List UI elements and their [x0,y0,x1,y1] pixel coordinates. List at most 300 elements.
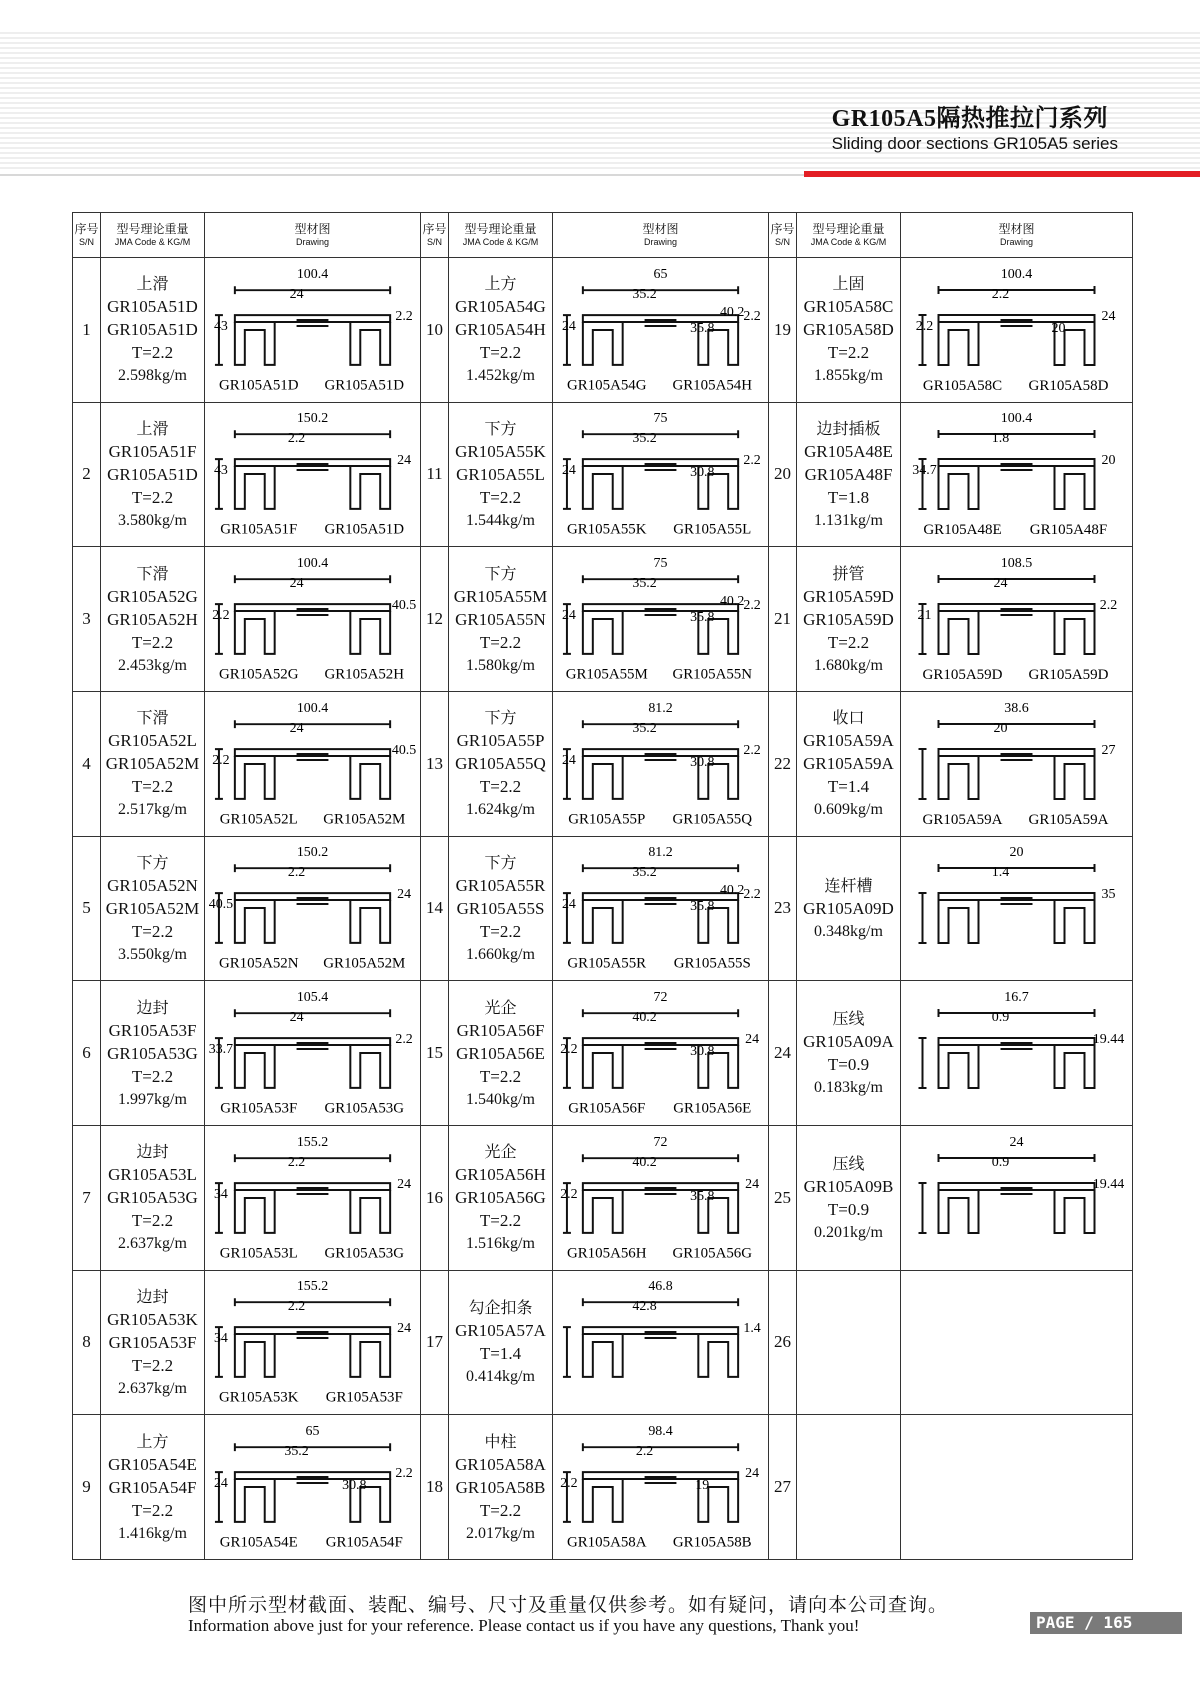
dimension-label: 35.8 [690,320,715,336]
profile-code: GR105A57A [455,1321,546,1341]
profile-drawing [901,258,1133,403]
section-drawing [901,260,1132,400]
serial-number: 18 [421,1415,449,1560]
dimension-label: 2.2 [915,318,934,334]
part-code-label: GR105A56H [566,1245,647,1262]
dimension-label: 2.2 [287,865,306,881]
dimension-label: 30.8 [690,465,715,481]
profile-code: GR105A58D [803,320,894,340]
section-drawing [205,1417,420,1557]
dimension-label: 2.2 [212,608,230,624]
dimension-label: 24 [397,1321,412,1337]
profile-code: GR105A52L [108,731,197,751]
profile-code: GR105A53K [107,1309,198,1329]
table-row [73,691,1133,836]
profile-drawing [553,836,769,981]
theoretical-weight: 1.660kg/m [466,945,535,963]
dimension-label: 24 [289,576,304,592]
header-drawing: 型材图 Drawing [553,213,769,258]
dimension-label: 100.4 [296,701,329,717]
profile-code: GR105A54H [455,320,546,340]
dimension-label: 20 [993,720,1008,736]
profile-drawing [553,691,769,836]
table-row [73,258,1133,403]
dimension-label: 40.5 [208,897,234,913]
profile-info [101,981,205,1126]
dimension-label: 30.8 [342,1478,367,1494]
dimension-label: 35.2 [632,576,657,592]
wall-thickness: T=2.2 [479,777,522,797]
part-code-label: GR105A48F [1029,522,1108,539]
theoretical-weight: 2.637kg/m [118,1379,187,1397]
dimension-label: 40.2 [719,883,745,899]
section-drawing [205,404,420,544]
section-drawing [553,694,768,834]
table-body [73,258,1133,1560]
dimension-label: 150.2 [296,411,329,427]
dimension-label: 2.2 [1099,598,1118,614]
wall-thickness: T=2.2 [479,1500,522,1520]
wall-thickness: T=2.2 [479,343,522,363]
part-code-label: GR105A53K [218,1390,299,1407]
profile-code: GR105A59D [803,609,894,629]
header-sn: 序号 S/N [769,213,797,258]
profile-code: GR105A56G [455,1188,546,1208]
serial-number: 11 [421,402,449,547]
profile-drawing [205,1415,421,1560]
dimension-label: 38.6 [1004,700,1029,716]
dimension-label: 81.2 [648,701,673,717]
serial-number: 1 [73,258,101,403]
dimension-label: 2.2 [287,431,306,447]
profile-code: GR105A55L [456,464,545,484]
theoretical-weight: 1.680kg/m [814,656,883,674]
dimension-label: 2.2 [635,1444,654,1460]
header-sn: 序号 S/N [421,213,449,258]
section-drawing [553,838,768,978]
dimension-label: 100.4 [296,267,329,283]
profile-drawing [901,547,1133,692]
section-drawing [901,549,1132,689]
dimension-label: 100.4 [296,556,329,572]
dimension-label: 24 [397,453,412,469]
dimension-label: 150.2 [296,845,329,861]
dimension-label: 2.2 [395,1466,413,1482]
dimension-label: 21 [917,608,932,624]
dimension-label: 20 [1101,453,1116,469]
dimension-label: 43 [213,318,228,334]
dimension-label: 2.2 [560,1186,578,1202]
profile-info [797,836,901,981]
dimension-label: 155.2 [296,1279,329,1295]
dimension-label: 2.2 [743,308,761,324]
section-drawing [205,694,420,834]
section-drawing [205,838,420,978]
dimension-label: 19 [695,1478,710,1494]
profile-name: 下方 [484,418,517,438]
serial-number: 8 [73,1270,101,1415]
serial-number: 16 [421,1125,449,1270]
profile-drawing [553,1415,769,1560]
dimension-label: 40.2 [719,304,745,320]
theoretical-weight: 2.453kg/m [118,656,187,674]
header-sn: 序号 S/N [73,213,101,258]
dimension-label: 108.5 [1000,556,1033,572]
profile-drawing [205,547,421,692]
profile-name: 光企 [484,1142,517,1162]
profile-drawing [553,258,769,403]
profile-info [101,258,205,403]
table-row [73,1270,1133,1415]
header-divider [0,174,804,176]
dimension-label: 2.2 [560,1476,578,1492]
dimension-label: 24 [1009,1134,1024,1150]
dimension-label: 2.2 [212,752,230,768]
section-drawing [901,694,1132,834]
profile-info [101,402,205,547]
section-drawing [553,1417,768,1557]
table-row [73,1125,1133,1270]
dimension-label: 27 [1101,742,1116,758]
dimension-label: 0.9 [991,1154,1010,1170]
dimension-label: 24 [289,720,304,736]
profile-info [449,402,553,547]
dimension-label: 35.2 [632,720,657,736]
profile-name: 边封 [136,1286,169,1306]
theoretical-weight: 3.550kg/m [118,945,187,963]
section-drawing [553,1128,768,1268]
wall-thickness: T=1.8 [827,487,870,507]
profile-code: GR105A53F [108,1020,197,1040]
profile-info [797,1125,901,1270]
part-code-label: GR105A52G [218,666,299,683]
profile-drawing [205,1125,421,1270]
dimension-label: 40.5 [391,598,417,614]
wall-thickness: T=2.2 [131,921,174,941]
dimension-label: 24 [397,887,412,903]
serial-number: 6 [73,981,101,1126]
profile-info [797,402,901,547]
profile-code: GR105A55K [455,441,546,461]
dimension-label: 24 [745,1466,760,1482]
dimension-label: 2.2 [743,453,761,469]
dimension-label: 34 [213,1331,228,1347]
serial-number: 17 [421,1270,449,1415]
wall-thickness: T=0.9 [827,1199,870,1219]
profile-name: 连杆槽 [824,875,873,895]
dimension-label: 1.8 [991,431,1010,447]
profile-drawing [553,981,769,1126]
part-code-label: GR105A54F [325,1534,403,1551]
section-drawing [553,260,768,400]
profile-name: 上固 [832,274,865,294]
wall-thickness: T=0.9 [827,1055,870,1075]
serial-number: 19 [769,258,797,403]
dimension-label: 65 [305,1424,320,1440]
profile-code: GR105A55Q [455,754,546,774]
serial-number: 12 [421,547,449,692]
part-code-label: GR105A53G [324,1245,405,1262]
dimension-label: 2.2 [743,742,761,758]
table-row [73,547,1133,692]
profile-info [797,1415,901,1560]
dimension-label: 105.4 [296,990,329,1006]
dimension-label: 65 [653,267,668,283]
profile-name: 拼管 [832,563,865,583]
serial-number: 13 [421,691,449,836]
wall-thickness: T=2.2 [479,1066,522,1086]
profile-drawing [901,1415,1133,1560]
profile-name: 边封 [136,1142,169,1162]
profile-code: GR105A56E [456,1043,545,1063]
theoretical-weight: 2.517kg/m [118,801,187,819]
serial-number: 3 [73,547,101,692]
profile-name: 上滑 [136,418,169,438]
profile-drawing [205,691,421,836]
part-code-label: GR105A59A [1028,811,1109,828]
dimension-label: 20 [1051,320,1066,336]
profile-name: 下方 [484,708,517,728]
dimension-label: 2.2 [395,308,413,324]
profile-code: GR105A52M [105,898,200,918]
part-code-label: GR105A56G [672,1245,753,1262]
dimension-label: 42.8 [632,1299,657,1315]
serial-number: 7 [73,1125,101,1270]
profile-name: 压线 [832,1009,865,1029]
serial-number: 15 [421,981,449,1126]
theoretical-weight: 3.580kg/m [118,511,187,529]
profile-info [101,1125,205,1270]
dimension-label: 100.4 [1000,266,1033,282]
dimension-label: 24 [1101,308,1116,324]
profile-name: 光企 [484,997,517,1017]
profile-info [101,547,205,692]
dimension-label: 35.2 [632,286,657,302]
profile-code: GR105A55P [456,731,545,751]
page-header [832,98,1118,154]
part-code-label: GR105A59A [922,811,1003,828]
wall-thickness: T=2.2 [131,777,174,797]
serial-number: 4 [73,691,101,836]
profile-code: GR105A59D [803,586,894,606]
dimension-label: 30.8 [690,1044,715,1060]
dimension-label: 34 [213,1186,228,1202]
wall-thickness: T=2.2 [479,1211,522,1231]
dimension-label: 24 [993,576,1008,592]
wall-thickness: T=2.2 [479,921,522,941]
dimension-label: 35.8 [690,610,715,626]
theoretical-weight: 1.997kg/m [118,1090,187,1108]
profile-code: GR105A55M [453,586,548,606]
dimension-label: 16.7 [1004,990,1029,1006]
part-code-label: GR105A59D [922,667,1003,684]
wall-thickness: T=1.4 [479,1344,522,1364]
profile-info [101,1270,205,1415]
dimension-label: 155.2 [296,1135,329,1151]
dimension-label: 2.2 [560,1042,578,1058]
dimension-label: 35.2 [284,1444,309,1460]
wall-thickness: T=2.2 [131,632,174,652]
profile-info [449,547,553,692]
section-drawing [553,1272,768,1412]
part-code-label: GR105A55K [566,522,647,539]
profile-code: GR105A51F [108,441,197,461]
part-code-label: GR105A52H [324,666,405,683]
dimension-label: 2.2 [743,598,761,614]
profile-info [101,836,205,981]
dimension-label: 24 [745,1032,760,1048]
profile-drawing [553,1270,769,1415]
dimension-label: 20 [1009,845,1024,861]
wall-thickness: T=2.2 [131,343,174,363]
dimension-label: 0.9 [991,1010,1010,1026]
profile-info [449,691,553,836]
profile-code: GR105A52N [107,875,198,895]
profile-drawing [901,836,1133,981]
dimension-label: 2.2 [395,1032,413,1048]
header-accent-bar [804,171,1200,177]
profile-code: GR105A55R [455,875,546,895]
serial-number: 21 [769,547,797,692]
profile-code: GR105A58C [803,297,894,317]
profile-info [797,981,901,1126]
profile-info [449,836,553,981]
part-code-label: GR105A54H [672,377,753,394]
section-drawing [901,983,1132,1123]
profile-name: 勾企扣条 [468,1298,533,1318]
profile-code: GR105A56F [456,1020,545,1040]
profile-name: 下方 [484,852,517,872]
profile-name: 收口 [832,708,865,728]
part-code-label: GR105A52M [323,811,406,828]
theoretical-weight: 0.201kg/m [814,1223,883,1241]
profile-drawing [205,402,421,547]
dimension-label: 40.2 [632,1010,657,1026]
part-code-label: GR105A53F [325,1390,403,1407]
dimension-label: 24 [561,463,576,479]
profile-drawing [205,836,421,981]
theoretical-weight: 1.580kg/m [466,656,535,674]
dimension-label: 2.2 [287,1299,306,1315]
profile-code: GR105A09A [803,1032,894,1052]
dimension-label: 2.2 [287,1154,306,1170]
table-row [73,1415,1133,1560]
profile-name: 下方 [136,852,169,872]
dimension-label: 43 [213,463,228,479]
dimension-label: 72 [653,1135,668,1151]
profile-code: GR105A55N [455,609,546,629]
profile-code: GR105A54E [108,1454,197,1474]
header-code: 型号理论重量 JMA Code & KG/M [797,213,901,258]
header-drawing: 型材图 Drawing [205,213,421,258]
profile-info [449,1125,553,1270]
profile-info [797,1270,901,1415]
profile-code: GR105A53G [107,1043,198,1063]
part-code-label: GR105A58C [922,377,1003,394]
dimension-label: 24 [397,1176,412,1192]
serial-number: 25 [769,1125,797,1270]
part-code-label: GR105A53F [220,1100,298,1117]
profile-name: 上滑 [136,274,169,294]
part-code-label: GR105A55L [673,522,752,539]
profile-drawing [205,1270,421,1415]
part-code-label: GR105A58A [566,1534,647,1551]
page-title-en: Sliding door sections GR105A5 series [831,134,1118,153]
serial-number: 24 [769,981,797,1126]
wall-thickness: T=1.4 [827,777,870,797]
profile-drawing [901,1125,1133,1270]
table-header-row [73,213,1133,258]
dimension-label: 30.8 [690,754,715,770]
theoretical-weight: 1.452kg/m [466,367,535,385]
profile-name: 下滑 [136,708,169,728]
profile-code: GR105A59A [803,731,894,751]
wall-thickness: T=2.2 [131,1211,174,1231]
serial-number: 2 [73,402,101,547]
part-code-label: GR105A55Q [672,811,753,828]
profile-drawing [901,402,1133,547]
profile-name: 上方 [136,1431,169,1451]
profile-spec-table [72,212,1133,1560]
profile-info [797,258,901,403]
footer-note-en: Information above just for your reference. Please contact us if you have any questions, Thank you! [188,1616,860,1635]
profile-code: GR105A48F [804,464,893,484]
profile-code: GR105A58B [455,1477,546,1497]
dimension-label: 2.2 [743,887,761,903]
dimension-label: 40.2 [719,594,745,610]
part-code-label: GR105A52N [218,956,299,973]
wall-thickness: T=2.2 [479,487,522,507]
part-code-label: GR105A55P [568,811,646,828]
section-drawing [553,404,768,544]
profile-code: GR105A51D [107,464,198,484]
profile-name: 边封插板 [816,418,881,438]
wall-thickness: T=2.2 [827,632,870,652]
dimension-label: 19.44 [1092,1176,1125,1192]
profile-code: GR105A51D [107,297,198,317]
page-number-badge: PAGE / 165 [1030,1612,1182,1634]
serial-number: 10 [421,258,449,403]
profile-code: GR105A53L [108,1165,197,1185]
dimension-label: 24 [289,1010,304,1026]
wall-thickness: T=2.2 [131,487,174,507]
profile-code: GR105A58A [455,1454,546,1474]
part-code-label: GR105A52M [323,956,406,973]
profile-code: GR105A52M [105,754,200,774]
part-code-label: GR105A58B [672,1534,752,1551]
theoretical-weight: 1.540kg/m [466,1090,535,1108]
dimension-label: 33.7 [208,1042,234,1058]
profile-code: GR105A56H [455,1165,546,1185]
part-code-label: GR105A52L [219,811,298,828]
profile-code: GR105A52H [107,609,198,629]
section-drawing [205,1128,420,1268]
part-code-label: GR105A56E [673,1100,752,1117]
part-code-label: GR105A55N [672,666,753,683]
header-code: 型号理论重量 JMA Code & KG/M [449,213,553,258]
profile-code: GR105A53F [108,1332,197,1352]
dimension-label: 34.7 [912,463,937,479]
profile-name: 下方 [484,563,517,583]
serial-number: 27 [769,1415,797,1560]
profile-code: GR105A53G [107,1188,198,1208]
dimension-label: 24 [561,752,576,768]
part-code-label: GR105A51D [324,522,405,539]
dimension-label: 100.4 [1000,411,1033,427]
theoretical-weight: 1.544kg/m [466,511,535,529]
theoretical-weight: 1.131kg/m [814,511,883,529]
theoretical-weight: 0.609kg/m [814,801,883,819]
